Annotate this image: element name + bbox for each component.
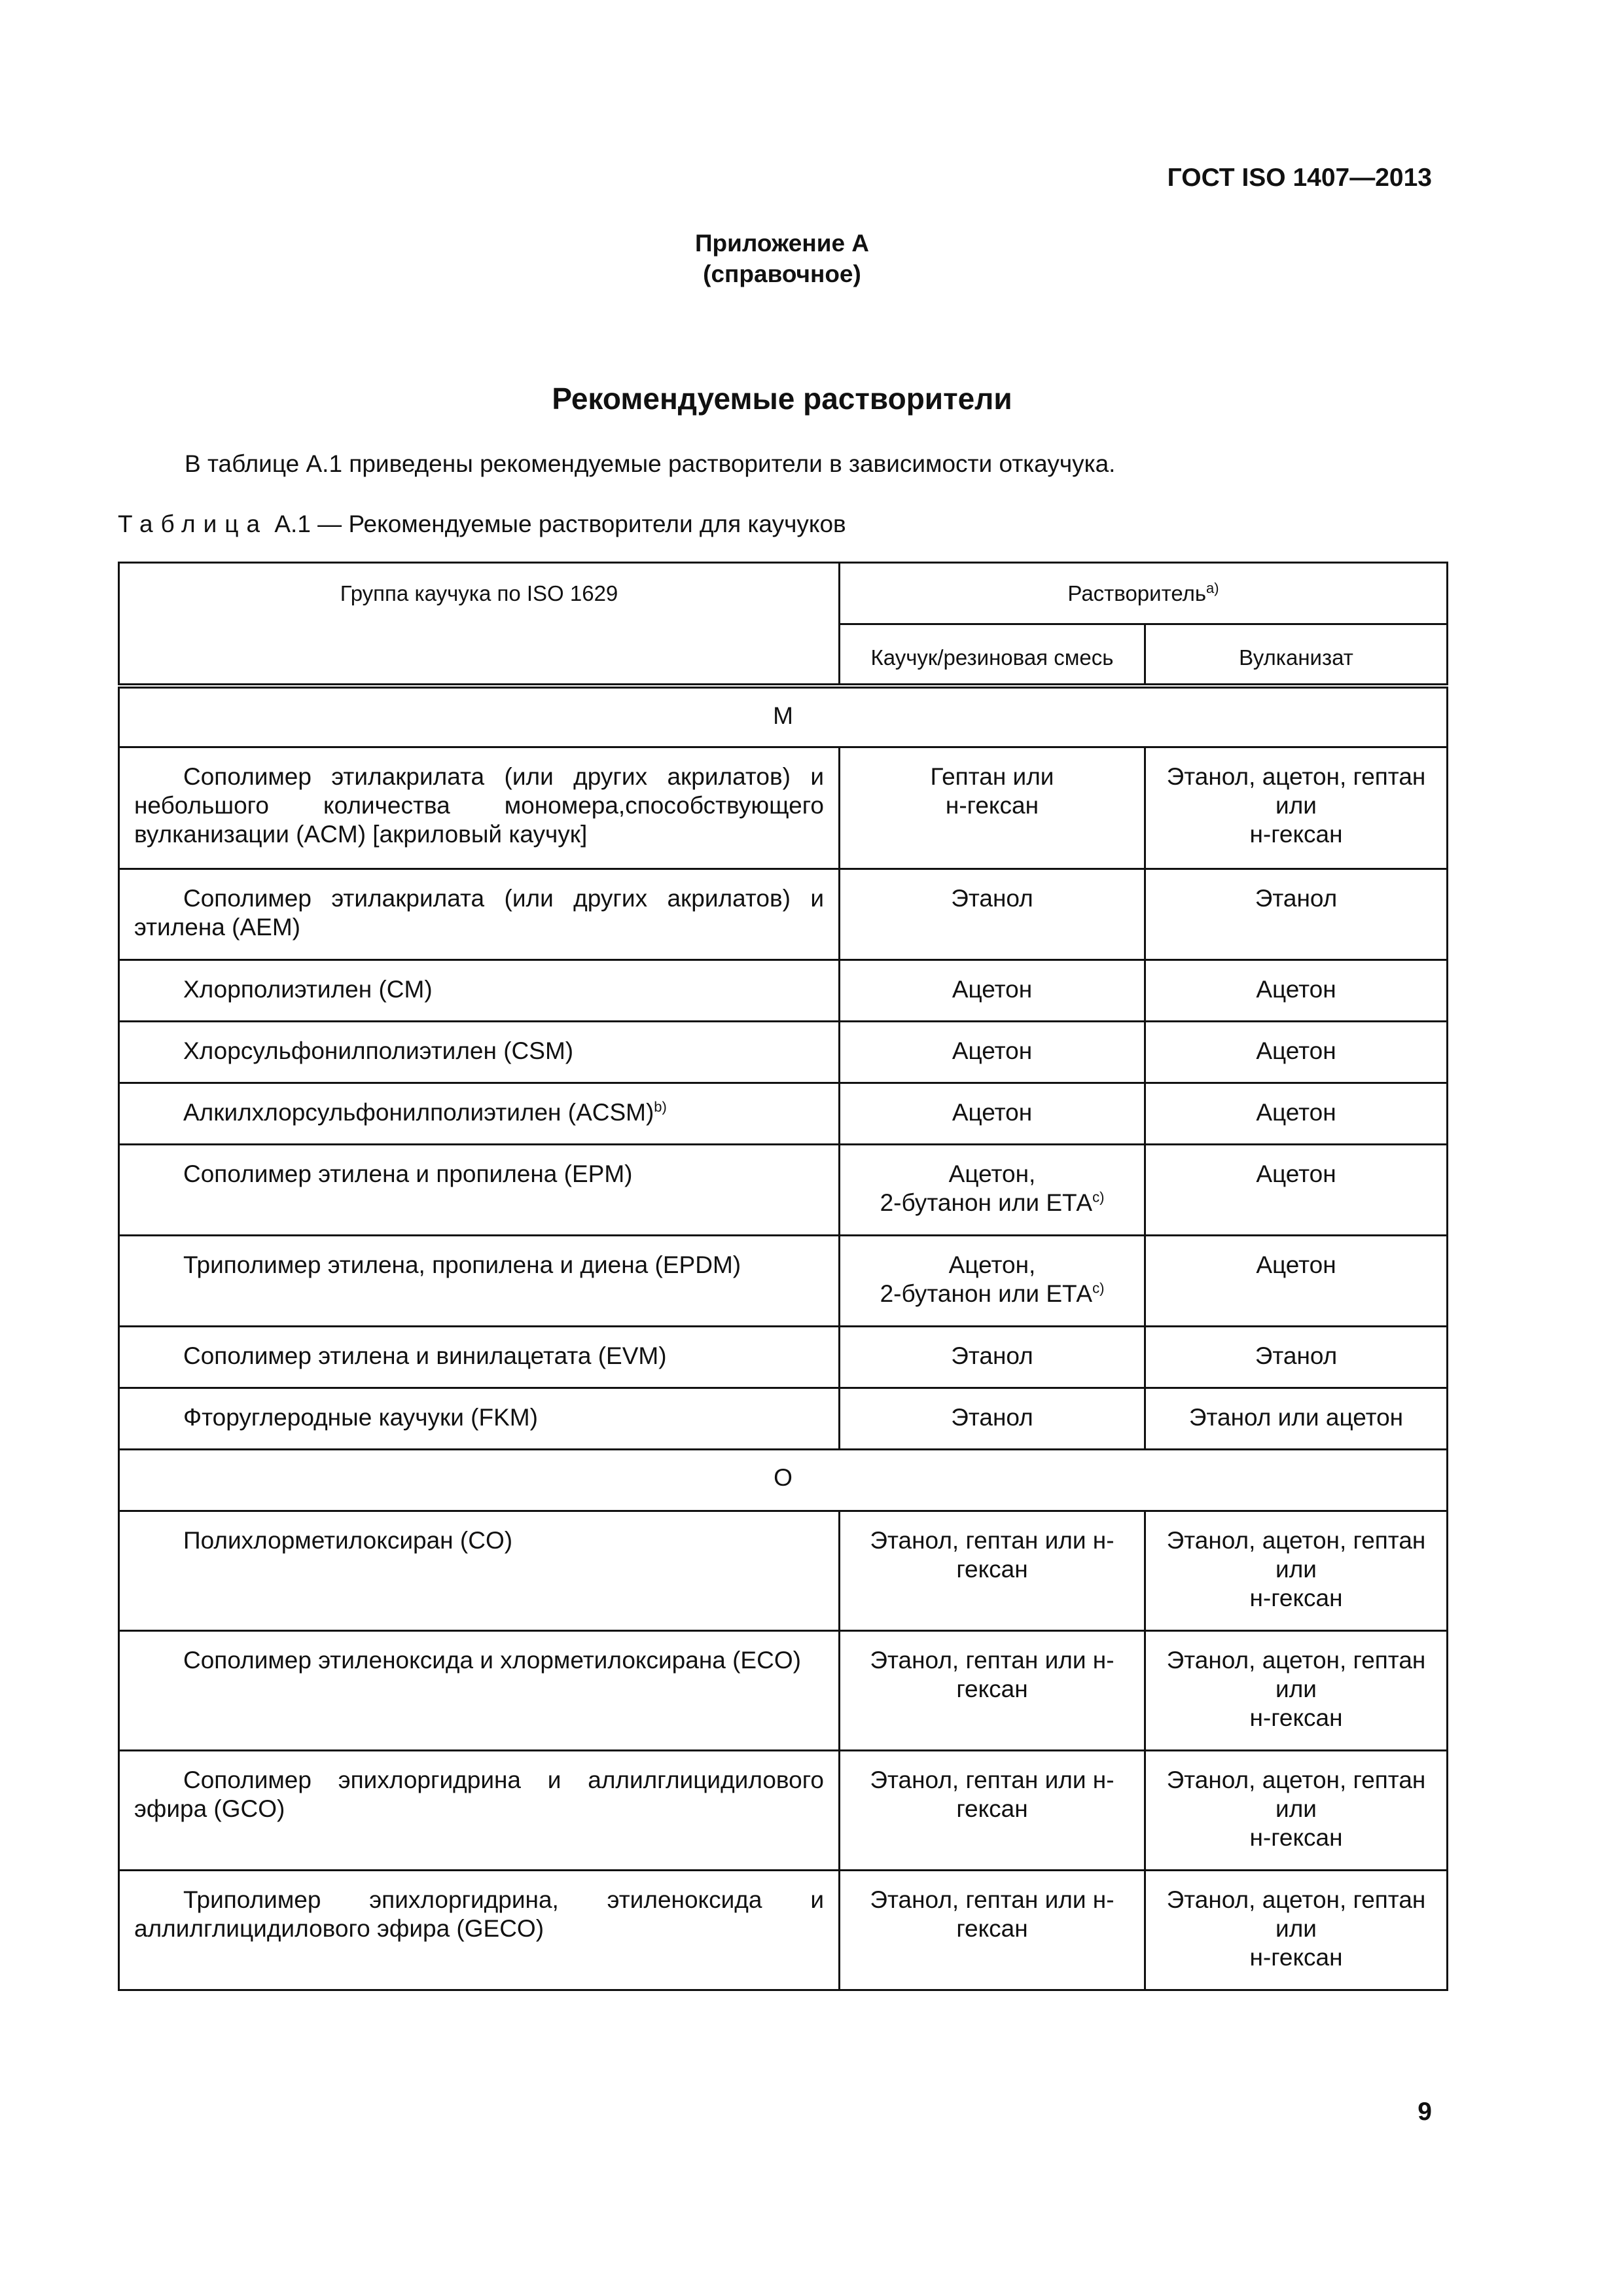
table-row — [119, 1327, 1448, 1388]
table-row — [119, 1083, 1448, 1145]
intro-paragraph: В таблице А.1 приведены рекомендуемые растворители в зависимости откаучука. — [185, 450, 1116, 477]
solvent-text: гексан — [956, 1795, 1028, 1822]
solvent-text: Этанол, ацетон, гептан — [1166, 1886, 1426, 1913]
compound-solvent-cell — [840, 1083, 1145, 1145]
table-row — [119, 1388, 1448, 1450]
solvent-line — [1154, 884, 1438, 913]
rubber-name: Сополимер этилена и винилацетата (EVM) — [183, 1342, 667, 1369]
solvent-text: Этанол — [1255, 885, 1338, 912]
solvent-line — [848, 1037, 1136, 1066]
vulcanizate-solvent-cell — [1145, 1751, 1448, 1871]
solvent-line — [848, 1280, 1136, 1308]
solvent-line — [848, 1555, 1136, 1584]
solvent-text: н-гексан — [1249, 1585, 1343, 1611]
solvent-line — [848, 975, 1136, 1004]
solvent-text: н-гексан — [1249, 821, 1343, 848]
solvent-line — [848, 1098, 1136, 1127]
solvent-text: Ацетон — [952, 1037, 1033, 1064]
solvent-line — [1154, 1943, 1438, 1972]
vulcanizate-solvent-cell — [1145, 869, 1448, 960]
solvent-line — [1154, 762, 1438, 791]
rubber-name: Сополимер этилакрилата (или других акрилатов) и этилена (AEM) — [134, 885, 824, 941]
solvent-text: Этанол — [951, 1404, 1033, 1431]
document-id: ГОСТ ISO 1407—2013 — [1167, 164, 1432, 192]
rubber-name: Хлорполиэтилен (CM) — [183, 976, 433, 1003]
table-row — [119, 869, 1448, 960]
annex-title: Приложение А — [694, 230, 870, 257]
header-rubber-group: Группа каучука по ISO 1629 — [119, 563, 840, 686]
group-row — [119, 686, 1448, 747]
rubber-name-cell — [119, 869, 840, 960]
solvent-line — [1154, 1584, 1438, 1613]
table-caption-text: А.1 — Рекомендуемые растворители для каучуков — [274, 511, 846, 537]
vulcanizate-solvent-cell — [1145, 1083, 1448, 1145]
solvent-text: гексан — [956, 1556, 1028, 1583]
solvent-text: или — [1275, 1556, 1317, 1583]
header-solvent-label: Растворитель — [1067, 581, 1207, 605]
vulcanizate-solvent-cell — [1145, 1145, 1448, 1236]
solvent-line — [848, 1886, 1136, 1914]
vulcanizate-solvent-cell — [1145, 1022, 1448, 1083]
footnote-marker: c) — [1092, 1189, 1105, 1206]
solvent-line — [848, 762, 1136, 791]
solvent-text: Этанол, гептан или н- — [870, 1767, 1115, 1793]
solvent-text: н-гексан — [1249, 1704, 1343, 1731]
solvent-line — [1154, 1704, 1438, 1732]
solvent-line — [848, 1251, 1136, 1280]
solvent-line — [1154, 791, 1438, 820]
solvent-line — [848, 1766, 1136, 1795]
header-solvent — [840, 563, 1448, 624]
group-label: M — [119, 686, 1448, 747]
rubber-name-cell — [119, 1511, 840, 1631]
solvent-text: Гептан или — [930, 763, 1054, 790]
compound-solvent-cell — [840, 1388, 1145, 1450]
rubber-name-cell — [119, 1631, 840, 1751]
solvent-line — [848, 884, 1136, 913]
solvent-text: Ацетон — [1256, 1099, 1336, 1126]
solvent-text: н-гексан — [945, 792, 1039, 819]
solvent-line — [1154, 1675, 1438, 1704]
solvent-text: Ацетон — [1256, 1251, 1336, 1278]
rubber-name: Триполимер этилена, пропилена и диена (EPDM) — [183, 1251, 741, 1278]
annex-heading — [0, 228, 1564, 289]
solvent-line — [1154, 1795, 1438, 1823]
solvent-text: Этанол, гептан или н- — [870, 1527, 1115, 1554]
solvent-text: Ацетон — [1256, 976, 1336, 1003]
rubber-name-cell — [119, 1871, 840, 1990]
solvent-text: Ацетон — [1256, 1037, 1336, 1064]
header-vulcanizate: Вулканизат — [1145, 624, 1448, 686]
solvent-text: Этанол, ацетон, гептан — [1166, 1527, 1426, 1554]
rubber-name: Сополимер этилакрилата (или других акрилатов) и небольшого количества мономера,способствующего вулканизации (ACM) [акриловый каучук] — [134, 763, 824, 848]
rubber-name: Триполимер эпихлоргидрина, этиленоксида и аллилглицидилового эфира (GECO) — [134, 1886, 824, 1942]
solvent-line — [848, 791, 1136, 820]
rubber-name: Хлорсульфонилполиэтилен (CSM) — [183, 1037, 574, 1064]
solvent-text: Ацетон — [952, 1099, 1033, 1126]
solvent-line — [848, 1914, 1136, 1943]
rubber-name: Фторуглеродные каучуки (FKM) — [183, 1404, 538, 1431]
solvent-text: н-гексан — [1249, 1944, 1343, 1971]
solvent-line — [1154, 1098, 1438, 1127]
solvent-line — [1154, 820, 1438, 849]
footnote-marker: c) — [1092, 1280, 1105, 1297]
vulcanizate-solvent-cell — [1145, 1871, 1448, 1990]
solvent-text: Этанол, ацетон, гептан — [1166, 763, 1426, 790]
vulcanizate-solvent-cell — [1145, 1236, 1448, 1327]
solvent-line — [1154, 1646, 1438, 1675]
rubber-name: Алкилхлорсульфонилполиэтилен (ACSM) — [183, 1099, 654, 1126]
solvent-text: Ацетон, — [948, 1251, 1036, 1278]
rubber-name-cell — [119, 1327, 840, 1388]
rubber-name-cell — [119, 1388, 840, 1450]
solvent-line — [1154, 975, 1438, 1004]
group-row — [119, 1450, 1448, 1511]
solvent-line — [848, 1160, 1136, 1189]
page-number: 9 — [1418, 2098, 1432, 2126]
solvent-line — [848, 1403, 1136, 1432]
table-row — [119, 1145, 1448, 1236]
rubber-name: Сополимер этиленоксида и хлорметилоксирана (ECO) — [183, 1647, 801, 1674]
solvent-text: гексан — [956, 1676, 1028, 1702]
compound-solvent-cell — [840, 1327, 1145, 1388]
table-header — [119, 563, 1448, 686]
vulcanizate-solvent-cell — [1145, 1631, 1448, 1751]
compound-solvent-cell — [840, 960, 1145, 1022]
compound-solvent-cell — [840, 1631, 1145, 1751]
solvent-line — [1154, 1037, 1438, 1066]
rubber-name-cell — [119, 747, 840, 869]
table-row — [119, 1511, 1448, 1631]
solvent-text: Ацетон — [952, 976, 1033, 1003]
solvent-text: Этанол, гептан или н- — [870, 1647, 1115, 1674]
vulcanizate-solvent-cell — [1145, 747, 1448, 869]
compound-solvent-cell — [840, 1511, 1145, 1631]
solvent-line — [1154, 1886, 1438, 1914]
solvent-line — [848, 1526, 1136, 1555]
rubber-name: Сополимер эпихлоргидрина и аллилглицидилового эфира (GCO) — [134, 1767, 824, 1822]
solvent-text: или — [1275, 1795, 1317, 1822]
compound-solvent-cell — [840, 747, 1145, 869]
table-caption-prefix: Таблица — [118, 511, 268, 537]
solvent-text: или — [1275, 1915, 1317, 1942]
solvent-text: или — [1275, 792, 1317, 819]
rubber-name: Сополимер этилена и пропилена (EPM) — [183, 1160, 633, 1187]
solvent-text: 2-бутанон или ЕТА — [880, 1189, 1093, 1216]
table-row — [119, 1631, 1448, 1751]
solvent-text: 2-бутанон или ЕТА — [880, 1280, 1093, 1307]
solvent-line — [848, 1646, 1136, 1675]
solvent-line — [1154, 1555, 1438, 1584]
section-title: Рекомендуемые растворители — [552, 382, 1012, 416]
solvent-line — [848, 1342, 1136, 1371]
solvent-line — [848, 1189, 1136, 1217]
solvent-text: Этанол — [951, 1342, 1033, 1369]
rubber-name-cell — [119, 1145, 840, 1236]
vulcanizate-solvent-cell — [1145, 1511, 1448, 1631]
solvent-text: или — [1275, 1676, 1317, 1702]
table-caption — [118, 511, 846, 538]
rubber-name-cell — [119, 1751, 840, 1871]
solvent-text: Этанол — [951, 885, 1033, 912]
vulcanizate-solvent-cell — [1145, 960, 1448, 1022]
compound-solvent-cell — [840, 1236, 1145, 1327]
compound-solvent-cell — [840, 1022, 1145, 1083]
rubber-name-cell — [119, 1022, 840, 1083]
rubber-name-cell — [119, 960, 840, 1022]
solvent-text: Этанол, ацетон, гептан — [1166, 1767, 1426, 1793]
solvent-line — [1154, 1160, 1438, 1189]
header-compound: Каучук/резиновая смесь — [840, 624, 1145, 686]
solvent-text: Этанол, гептан или н- — [870, 1886, 1115, 1913]
solvent-line — [1154, 1526, 1438, 1555]
solvent-text: гексан — [956, 1915, 1028, 1942]
vulcanizate-solvent-cell — [1145, 1327, 1448, 1388]
rubber-name: Полихлорметилоксиран (CO) — [183, 1527, 513, 1554]
solvent-line — [1154, 1251, 1438, 1280]
compound-solvent-cell — [840, 1871, 1145, 1990]
solvent-line — [1154, 1823, 1438, 1852]
table-row — [119, 1871, 1448, 1990]
rubber-name-cell — [119, 1083, 840, 1145]
solvent-line — [848, 1675, 1136, 1704]
table-row — [119, 747, 1448, 869]
solvents-table — [118, 562, 1448, 1991]
table-row — [119, 1751, 1448, 1871]
solvent-line — [848, 1795, 1136, 1823]
group-label: O — [119, 1450, 1448, 1511]
solvent-line — [1154, 1403, 1438, 1432]
solvent-text: Этанол — [1255, 1342, 1338, 1369]
solvent-text: Этанол или ацетон — [1188, 1404, 1404, 1431]
annex-subtitle: (справочное) — [703, 260, 861, 287]
table-row — [119, 1236, 1448, 1327]
solvent-line — [1154, 1914, 1438, 1943]
rubber-name-cell — [119, 1236, 840, 1327]
solvent-line — [1154, 1766, 1438, 1795]
vulcanizate-solvent-cell — [1145, 1388, 1448, 1450]
compound-solvent-cell — [840, 1751, 1145, 1871]
table-body — [119, 686, 1448, 1990]
solvent-text: Этанол, ацетон, гептан — [1166, 1647, 1426, 1674]
solvent-text: Ацетон, — [948, 1160, 1036, 1187]
table-row — [119, 1022, 1448, 1083]
compound-solvent-cell — [840, 869, 1145, 960]
footnote-a-marker: а) — [1206, 580, 1219, 596]
table-row — [119, 960, 1448, 1022]
solvent-text: Ацетон — [1256, 1160, 1336, 1187]
footnote-marker: b) — [654, 1098, 667, 1115]
compound-solvent-cell — [840, 1145, 1145, 1236]
solvent-line — [1154, 1342, 1438, 1371]
solvent-text: н-гексан — [1249, 1824, 1343, 1851]
